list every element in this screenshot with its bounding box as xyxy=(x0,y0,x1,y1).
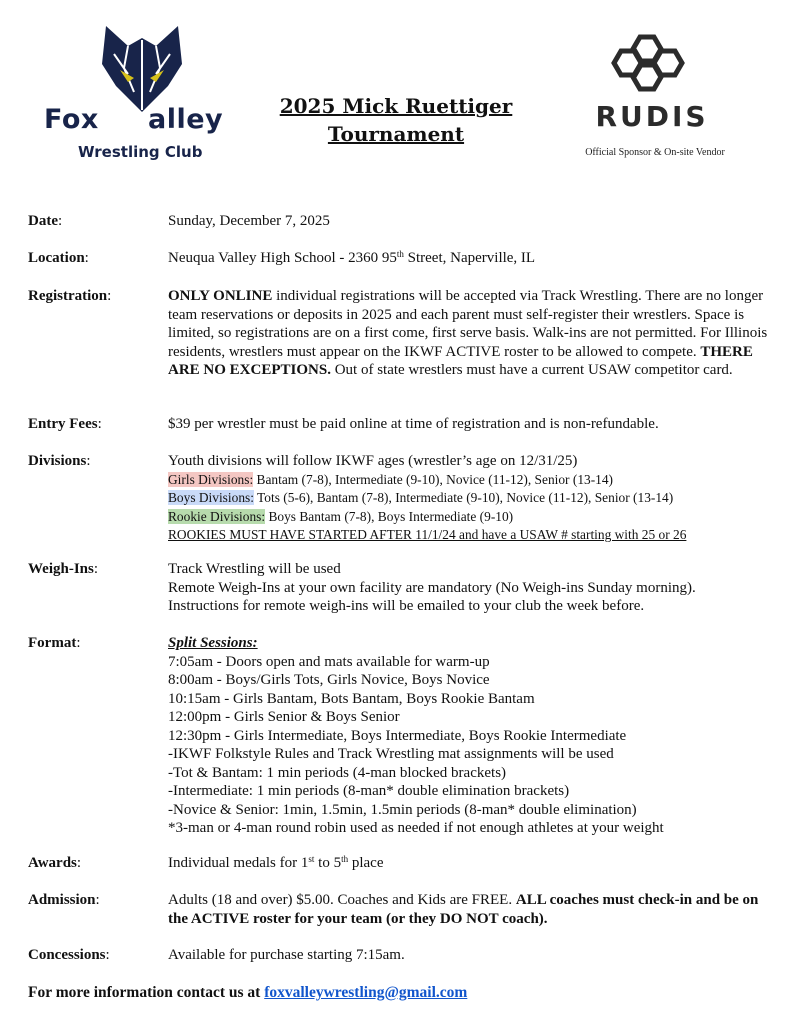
format-line: 12:30pm - Girls Intermediate, Boys Intermediate, Boys Rookie Intermediate xyxy=(168,727,627,744)
format-line: 10:15am - Girls Bantam, Bots Bantam, Boys Rookie Bantam xyxy=(168,690,535,707)
location-value: Neuqua Valley High School - 2360 95th Street, Naperville, IL xyxy=(168,249,536,266)
sponsor-logo xyxy=(560,30,760,165)
sponsor-caption: Official Sponsor & On-site Vendor xyxy=(585,147,725,158)
honeycomb-icon xyxy=(610,34,694,96)
format-line: -Novice & Senior: 1min, 1.5min, 1.5min periods (8-man* double elimination) xyxy=(168,801,637,818)
girls-divisions: Girls Divisions: Bantam (7-8), Intermediate (9-10), Novice (11-12), Senior (13-14) xyxy=(168,471,614,487)
wolf-head-icon xyxy=(94,24,190,114)
concessions-label: Concessions: xyxy=(28,947,110,963)
format-line: -Tot & Bantam: 1 min periods (4-man blocked brackets) xyxy=(168,764,507,781)
admission-value: Adults (18 and over) $5.00. Coaches and Kids are FREE. ALL coaches must check-in and be on the ACTIVE roster for your team (or they DO NOT coach). xyxy=(168,892,759,927)
registration-value: ONLY ONLINE individual registrations will be accepted via Track Wrestling. There are no longer team reservations or deposits in 2025 and each parent must self-register their wrestlers. Space is limited, so registrations are on a first come, first serve basis. Walk-ins are not permitted. For Illinois residents, wrestlers must appear on the IKWF ACTIVE roster to be allowed to compete. THERE ARE NO EXCEPTIONS. Out of state wrestlers must have a current USAW competitor card. xyxy=(168,288,768,378)
title-line-1: 2025 Mick Ruettiger xyxy=(279,94,513,118)
boys-divisions: Boys Divisions: Tots (5-6), Bantam (7-8), Intermediate (9-10), Novice (11-12), Senior (13-14) xyxy=(168,490,674,505)
title-line-2: Tournament xyxy=(327,122,465,146)
logo-word-valley: alley xyxy=(148,104,224,135)
format-line: -IKWF Folkstyle Rules and Track Wrestling mat assignments will be used xyxy=(168,746,614,762)
date-value: Sunday, December 7, 2025 xyxy=(168,213,330,229)
weigh-ins-line: Instructions for remote weigh-ins will be emailed to your club the week before. xyxy=(168,598,645,614)
awards-label: Awards: xyxy=(28,855,82,871)
entry-fees-label: Entry Fees: xyxy=(28,416,102,432)
weigh-ins-value xyxy=(168,560,768,616)
rookie-note: ROOKIES MUST HAVE STARTED AFTER 11/1/24 and have a USAW # starting with 25 or 26 xyxy=(168,527,687,542)
divisions-intro: Youth divisions will follow IKWF ages (wrestler’s age on 12/31/25) xyxy=(168,453,578,469)
concessions-value: Available for purchase starting 7:15am. xyxy=(168,947,405,963)
split-sessions-heading: Split Sessions: xyxy=(168,635,258,651)
date-label: Date: xyxy=(28,213,63,229)
email-link[interactable]: foxvalleywrestling@gmail.com xyxy=(264,984,468,1001)
admission-label: Admission: xyxy=(28,892,100,908)
format-label: Format: xyxy=(28,635,81,651)
awards-value: Individual medals for 1st to 5th place xyxy=(168,854,384,871)
location-label: Location: xyxy=(28,250,89,266)
weigh-ins-label: Weigh-Ins: xyxy=(28,561,99,577)
registration-label: Registration: xyxy=(28,288,112,304)
sponsor-name: RUDIS xyxy=(595,100,709,133)
divisions-label: Divisions: xyxy=(28,453,91,469)
format-line: 8:00am - Boys/Girls Tots, Girls Novice, Boys Novice xyxy=(168,672,490,688)
fox-valley-logo xyxy=(40,24,240,161)
entry-fees-value: $39 per wrestler must be paid online at time of registration and is non-refundable. xyxy=(168,416,659,432)
format-value xyxy=(168,634,768,838)
weigh-ins-line: Remote Weigh-Ins at your own facility are mandatory (No Weigh-ins Sunday morning). xyxy=(168,579,696,596)
page-title xyxy=(270,92,522,148)
logo-word-fox: Fox xyxy=(44,104,99,135)
format-line: 12:00pm - Girls Senior & Boys Senior xyxy=(168,709,400,725)
contact-text: For more information contact us at xyxy=(28,984,265,1001)
logo-subtitle: Wrestling Club xyxy=(78,143,203,161)
weigh-ins-line: Track Wrestling will be used xyxy=(168,561,341,577)
contact-line xyxy=(28,984,467,1002)
format-line: -Intermediate: 1 min periods (8-man* double elimination brackets) xyxy=(168,783,570,799)
format-line: *3-man or 4-man round robin used as needed if not enough athletes at your weight xyxy=(168,820,664,836)
format-line: 7:05am - Doors open and mats available for warm-up xyxy=(168,653,490,670)
rookie-divisions: Rookie Divisions: Boys Bantam (7-8), Boys Intermediate (9-10) xyxy=(168,508,514,524)
divisions-value xyxy=(168,452,768,545)
